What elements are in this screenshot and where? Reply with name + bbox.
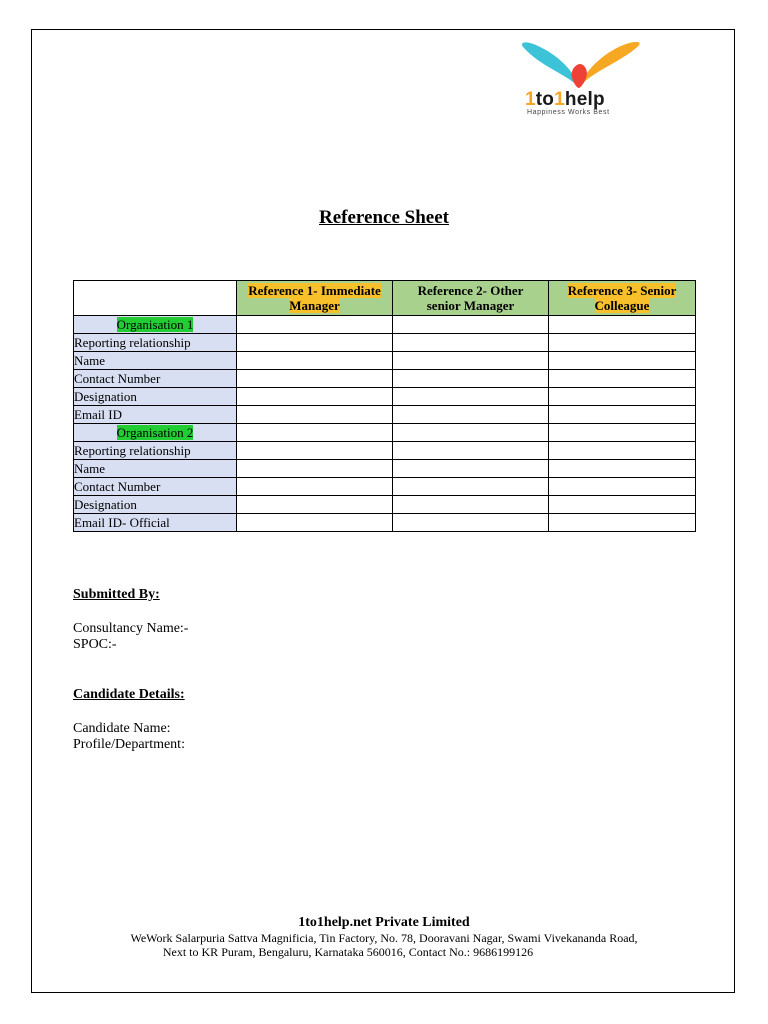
table-row	[74, 370, 696, 388]
table-row	[74, 442, 696, 460]
table-cell[interactable]	[549, 442, 696, 460]
page-footer	[0, 915, 768, 959]
row-label: Email ID- Official	[74, 514, 237, 532]
table-cell[interactable]	[393, 370, 549, 388]
table-cell[interactable]	[237, 388, 393, 406]
table-cell[interactable]	[549, 496, 696, 514]
row-label: Name	[74, 352, 237, 370]
table-cell[interactable]	[393, 406, 549, 424]
row-label: Designation	[74, 388, 237, 406]
table-row	[74, 478, 696, 496]
row-label: Contact Number	[74, 370, 237, 388]
table-cell[interactable]	[549, 514, 696, 532]
table-cell[interactable]	[237, 442, 393, 460]
header-reference-2: Reference 2- Other senior Manager	[393, 281, 549, 316]
row-label: Name	[74, 460, 237, 478]
table-cell[interactable]	[237, 406, 393, 424]
table-cell[interactable]	[549, 334, 696, 352]
spoc-field: SPOC:-	[73, 637, 117, 652]
butterfly-logo-icon	[516, 42, 646, 94]
table-cell[interactable]	[393, 334, 549, 352]
table-cell[interactable]	[393, 424, 549, 442]
table-cell[interactable]	[393, 496, 549, 514]
candidate-details-section	[73, 687, 185, 753]
candidate-details-heading: Candidate Details:	[73, 687, 185, 702]
table-cell[interactable]	[237, 316, 393, 334]
row-label: Email ID	[74, 406, 237, 424]
table-cell[interactable]	[549, 424, 696, 442]
footer-address-line-2: Next to KR Puram, Bengaluru, Karnataka 560016, Contact No.: 9686199126	[162, 945, 534, 959]
table-cell[interactable]	[237, 514, 393, 532]
profile-department-field: Profile/Department:	[73, 737, 185, 752]
organisation-1-row	[74, 316, 696, 334]
table-row	[74, 352, 696, 370]
row-label: Reporting relationship	[74, 442, 237, 460]
table-cell[interactable]	[393, 316, 549, 334]
table-cell[interactable]	[393, 460, 549, 478]
table-cell[interactable]	[237, 478, 393, 496]
row-label: Contact Number	[74, 478, 237, 496]
submitted-by-section	[73, 587, 188, 653]
row-label: Reporting relationship	[74, 334, 237, 352]
table-row	[74, 460, 696, 478]
table-cell[interactable]	[237, 496, 393, 514]
table-cell[interactable]	[393, 478, 549, 496]
table-cell[interactable]	[549, 388, 696, 406]
table-cell[interactable]	[237, 460, 393, 478]
table-row	[74, 388, 696, 406]
table-cell[interactable]	[549, 370, 696, 388]
company-logo	[516, 42, 646, 118]
reference-table	[73, 280, 696, 532]
table-cell[interactable]	[237, 352, 393, 370]
table-cell[interactable]	[549, 316, 696, 334]
header-reference-1: Reference 1- Immediate Manager	[237, 281, 393, 316]
table-cell[interactable]	[237, 424, 393, 442]
table-cell[interactable]	[549, 352, 696, 370]
table-cell[interactable]	[549, 478, 696, 496]
table-row	[74, 514, 696, 532]
table-cell[interactable]	[393, 514, 549, 532]
logo-wordmark: 1to1help	[525, 89, 605, 110]
table-row	[74, 334, 696, 352]
header-row	[74, 281, 696, 316]
table-cell[interactable]	[393, 442, 549, 460]
table-cell[interactable]	[237, 370, 393, 388]
logo-tagline: Happiness Works Best	[527, 109, 610, 116]
footer-address-line-1: WeWork Salarpuria Sattva Magnificia, Tin Factory, No. 78, Dooravani Nagar, Swami Vivekananda Road,	[130, 931, 638, 945]
header-blank-cell	[74, 281, 237, 316]
table-cell[interactable]	[549, 406, 696, 424]
footer-company-name: 1to1help.net Private Limited	[298, 915, 470, 930]
candidate-name-field: Candidate Name:	[73, 721, 171, 736]
consultancy-name-field: Consultancy Name:-	[73, 621, 189, 636]
row-label: Designation	[74, 496, 237, 514]
page-title: Reference Sheet	[319, 207, 449, 228]
table-row	[74, 496, 696, 514]
submitted-by-heading: Submitted By:	[73, 587, 160, 602]
table-cell[interactable]	[549, 460, 696, 478]
organisation-2-label: Organisation 2	[74, 424, 237, 442]
organisation-2-row	[74, 424, 696, 442]
header-reference-3: Reference 3- Senior Colleague	[549, 281, 696, 316]
table-cell[interactable]	[393, 388, 549, 406]
table-cell[interactable]	[237, 334, 393, 352]
table-row	[74, 406, 696, 424]
table-cell[interactable]	[393, 352, 549, 370]
organisation-1-label: Organisation 1	[74, 316, 237, 334]
